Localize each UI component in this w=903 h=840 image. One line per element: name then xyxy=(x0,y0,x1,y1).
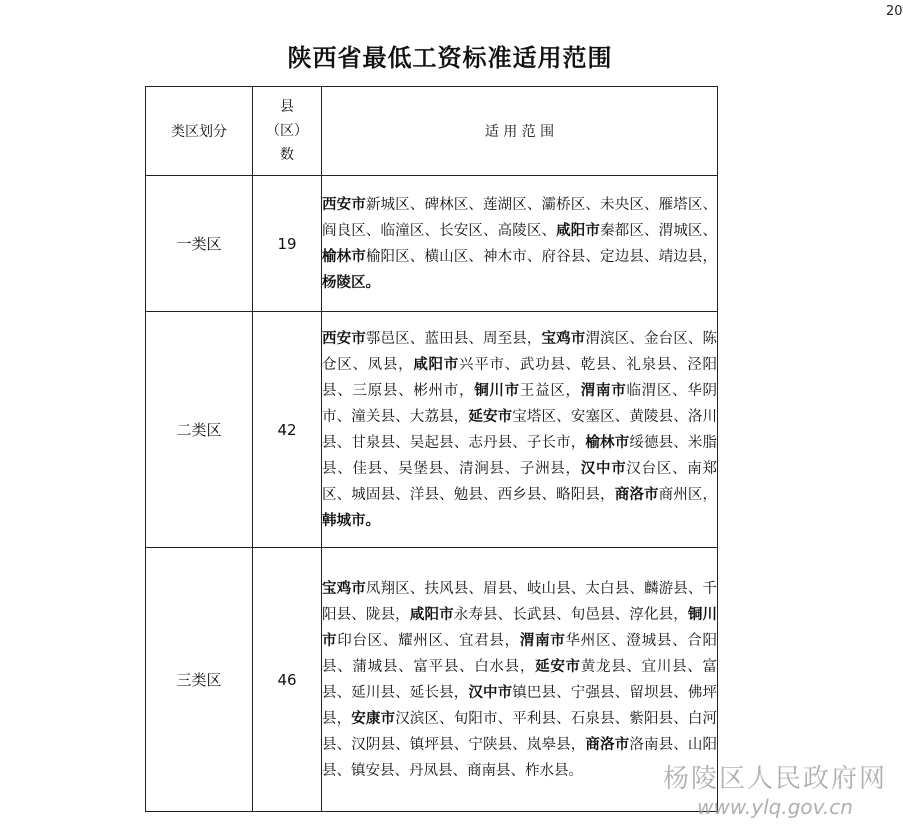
row-county-count: 19 xyxy=(253,176,322,312)
district-list: 镇巴县、宁强县、留坝县、佛坪县， xyxy=(322,684,718,727)
district-list: 洛南县、山阳县、镇安县、丹凤县、商南县、柞水县。 xyxy=(322,736,718,779)
table-header-row xyxy=(146,87,718,176)
district-list: 宝塔区、安塞区、黄陵县、洛川县、甘泉县、吴起县、志丹县、子长市， xyxy=(322,408,718,451)
city-name: 延安市 xyxy=(468,408,513,425)
district-list: 兴平市、武功县、乾县、礼泉县、泾阳县、三原县、彬州市， xyxy=(322,356,718,399)
header-county-line2: （区） xyxy=(266,123,308,139)
city-name: 西安市 xyxy=(322,330,366,347)
district-list: 凤翔区、扶风县、眉县、岐山县、太白县、麟游县、千阳县、陇县， xyxy=(322,580,718,623)
district-list: 秦都区、渭城区、 xyxy=(600,222,718,239)
district-list: 临渭区、华阴市、潼关县、大荔县， xyxy=(322,382,718,425)
district-list: 鄠邑区、蓝田县、周至县， xyxy=(365,330,542,347)
district-list: 王益区， xyxy=(519,382,581,399)
row-scope xyxy=(322,176,718,312)
city-name: 咸阳市 xyxy=(413,356,459,373)
city-name: 咸阳市 xyxy=(409,606,454,623)
city-name: 宝鸡市 xyxy=(322,580,366,597)
city-name: 宝鸡市 xyxy=(541,330,586,347)
district-list: 黄龙县、宜川县、富县、延川县、延长县， xyxy=(322,658,718,701)
city-name: 铜川市 xyxy=(474,382,520,399)
table-row xyxy=(146,312,718,548)
district-list: 新城区、碑林区、莲湖区、灞桥区、未央区、雁塔区、阎良区、临潼区、长安区、高陵区、 xyxy=(322,196,718,239)
header-county-count xyxy=(253,87,322,176)
district-list: 商州区， xyxy=(658,486,718,503)
watermark-site-name: 杨陵区人民政府网 xyxy=(662,764,887,794)
wage-scope-table xyxy=(145,86,718,812)
row-scope xyxy=(322,548,718,812)
district-list: 汉台区、南郑区、城固县、洋县、勉县、西乡县、略阳县， xyxy=(322,460,718,503)
city-name: 榆林市 xyxy=(585,434,630,451)
district-list: 印台区、耀州区、宜君县， xyxy=(337,632,520,649)
city-name: 渭南市 xyxy=(580,382,627,399)
city-name: 延安市 xyxy=(535,658,581,675)
district-list: 绥德县、米脂县、佳县、吴堡县、清涧县、子洲县， xyxy=(322,434,718,477)
city-name: 商洛市 xyxy=(614,486,659,503)
header-county-line3: 数 xyxy=(280,147,294,163)
city-name: 韩城市。 xyxy=(322,512,380,529)
city-name: 榆林市 xyxy=(322,248,366,265)
row-category: 一类区 xyxy=(146,176,253,312)
row-category: 三类区 xyxy=(146,548,253,812)
watermark-url: www.ylq.gov.cn xyxy=(697,795,853,819)
header-scope: 适 用 范 围 xyxy=(322,87,718,176)
row-category: 二类区 xyxy=(146,312,253,548)
city-name: 汉中市 xyxy=(580,460,627,477)
city-name: 商洛市 xyxy=(585,736,630,753)
row-scope xyxy=(322,312,718,548)
city-name: 西安市 xyxy=(322,196,366,213)
header-category: 类区划分 xyxy=(146,87,253,176)
district-list: 汉滨区、旬阳市、平利县、石泉县、紫阳县、白河县、汉阴县、镇坪县、宁陕县、岚皋县， xyxy=(322,710,718,753)
district-list: 渭滨区、金台区、陈仓区、凤县， xyxy=(322,330,718,373)
city-name: 杨陵区。 xyxy=(322,274,380,291)
city-name: 安康市 xyxy=(351,710,396,727)
row-county-count: 46 xyxy=(253,548,322,812)
page-number: 20 xyxy=(886,4,903,19)
city-name: 汉中市 xyxy=(468,684,513,701)
row-county-count: 42 xyxy=(253,312,322,548)
city-name: 渭南市 xyxy=(519,632,566,649)
city-name: 铜川市 xyxy=(322,606,718,649)
table-row xyxy=(146,176,718,312)
district-list: 华州区、澄城县、合阳县、蒲城县、富平县、白水县， xyxy=(322,632,718,675)
page-title: 陕西省最低工资标准适用范围 xyxy=(287,44,613,72)
header-county-line1: 县 xyxy=(280,99,294,115)
table-row xyxy=(146,548,718,812)
city-name: 咸阳市 xyxy=(556,222,601,239)
district-list: 永寿县、长武县、旬邑县、淳化县， xyxy=(453,606,688,623)
district-list: 榆阳区、横山区、神木市、府谷县、定边县、靖边县， xyxy=(365,248,718,265)
